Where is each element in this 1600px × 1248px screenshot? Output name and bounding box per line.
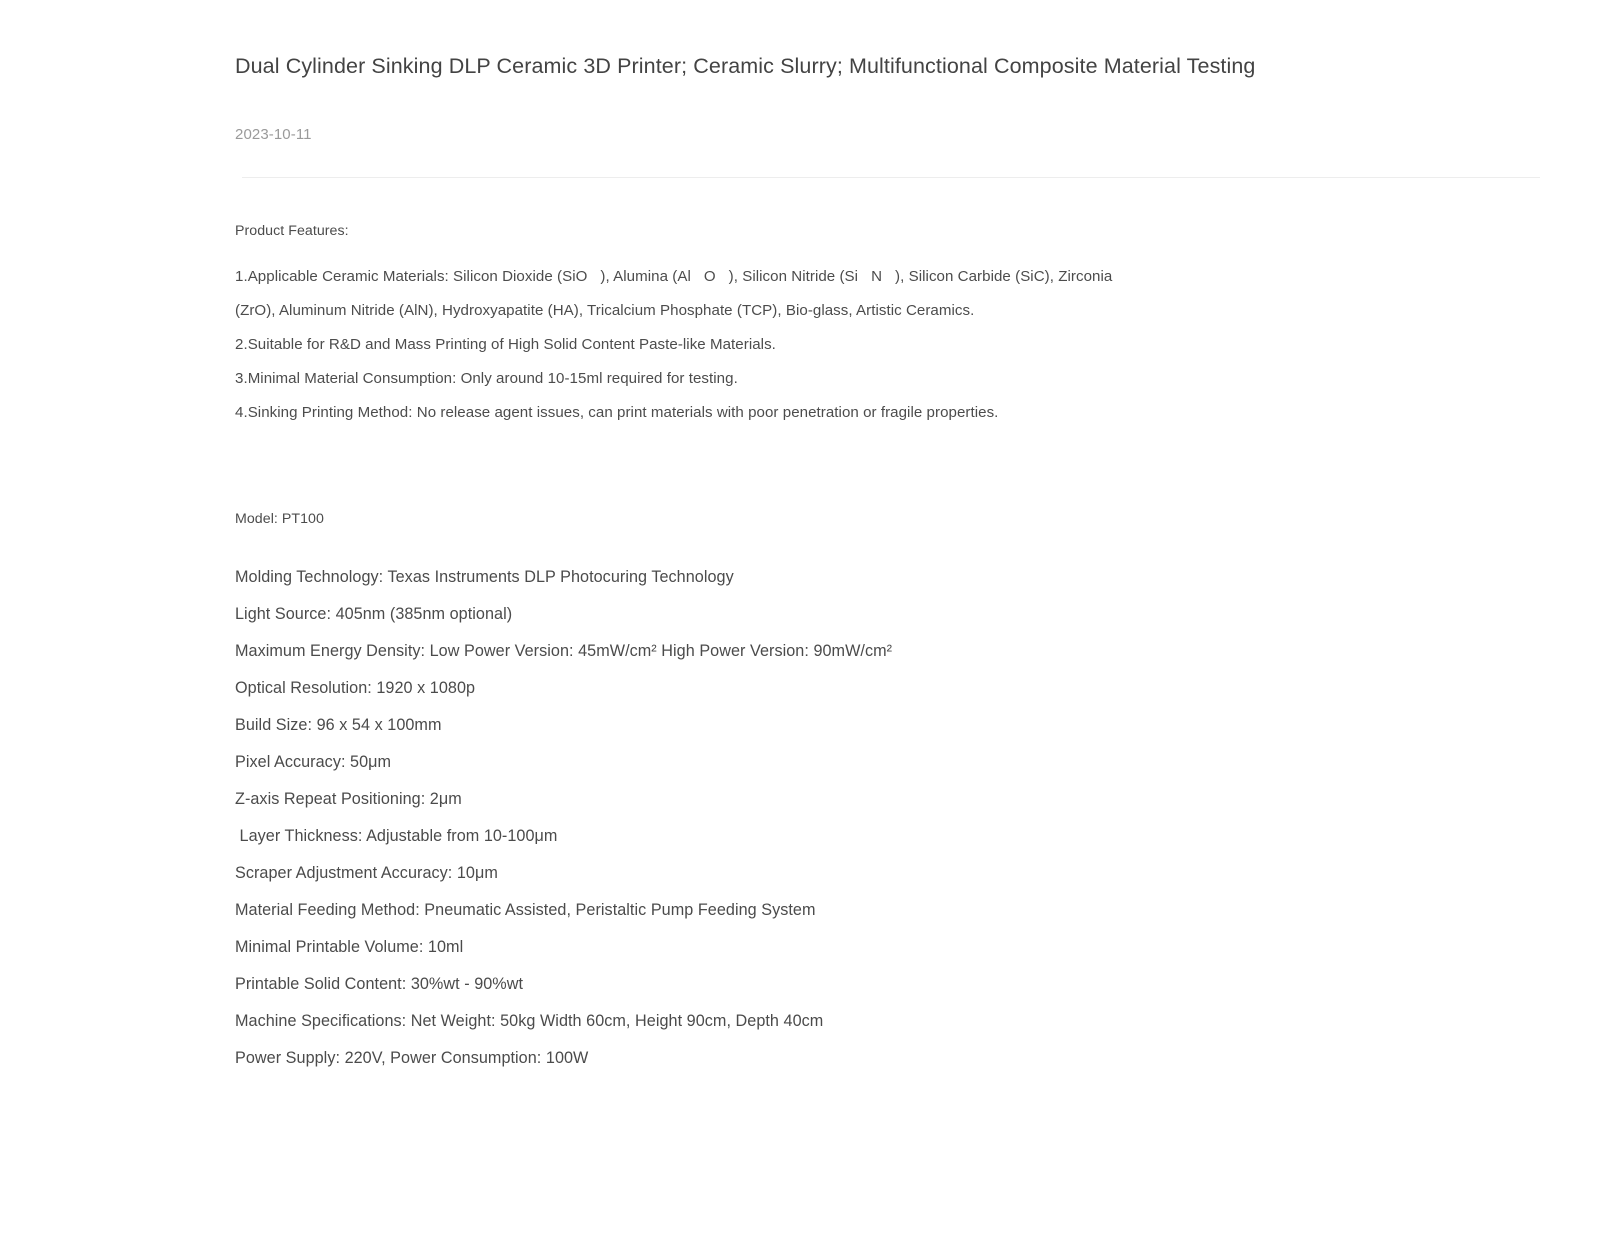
spec-item: Power Supply: 220V, Power Consumption: 100W xyxy=(235,1049,589,1067)
feature-text-part: ), Alumina (Al xyxy=(600,268,691,285)
header-divider xyxy=(242,177,1540,178)
publish-date: 2023-10-11 xyxy=(235,126,312,143)
feature-text-part: ), Silicon Nitride (Si xyxy=(728,268,859,285)
product-features-heading: Product Features: xyxy=(235,223,349,239)
document-header xyxy=(235,0,1540,145)
feature-item: 3.Minimal Material Consumption: Only around 10-15ml required for testing. xyxy=(235,370,738,387)
feature-item: 4.Sinking Printing Method: No release agent issues, can print materials with poor penetration or fragile properties. xyxy=(235,404,999,421)
feature-text-part: O xyxy=(703,268,716,285)
feature-item: 2.Suitable for R&D and Mass Printing of High Solid Content Paste-like Materials. xyxy=(235,336,776,353)
specifications-list xyxy=(235,529,1555,1077)
spec-item: Scraper Adjustment Accuracy: 10μm xyxy=(235,864,498,882)
page-title: Dual Cylinder Sinking DLP Ceramic 3D Printer; Ceramic Slurry; Multifunctional Composite Material Testing xyxy=(235,54,1256,78)
spec-item: Printable Solid Content: 30%wt - 90%wt xyxy=(235,975,524,993)
model-label: Model: PT100 xyxy=(235,511,324,527)
spec-item: Build Size: 96 x 54 x 100mm xyxy=(235,716,442,734)
spec-item: Minimal Printable Volume: 10ml xyxy=(235,938,464,956)
spec-item: Maximum Energy Density: Low Power Version: 45mW/cm² High Power Version: 90mW/cm² xyxy=(235,642,893,660)
spec-item: Pixel Accuracy: 50μm xyxy=(235,753,392,771)
feature-text-part: 1.Applicable Ceramic Materials: Silicon Dioxide (SiO xyxy=(235,268,588,285)
feature-text-part: N xyxy=(871,268,883,285)
spec-item: Material Feeding Method: Pneumatic Assisted, Peristaltic Pump Feeding System xyxy=(235,901,816,919)
product-features-list xyxy=(235,241,1555,430)
feature-item xyxy=(235,241,1115,328)
spec-item: Z-axis Repeat Positioning: 2μm xyxy=(235,790,462,808)
spec-item: Optical Resolution: 1920 x 1080p xyxy=(235,679,476,697)
feature-text-part: ), Silicon Carbide (SiC), Zirconia (ZrO), Aluminum Nitride (AlN), Hydroxyapatite (HA), Tricalcium Phosphate (TCP), Bio-glass, Artistic Ceramics. xyxy=(235,268,1113,319)
spec-item: Molding Technology: Texas Instruments DLP Photocuring Technology xyxy=(235,568,734,586)
spec-item: Light Source: 405nm (385nm optional) xyxy=(235,605,513,623)
spec-item: Layer Thickness: Adjustable from 10-100μm xyxy=(235,827,558,845)
document-body xyxy=(235,203,1555,1077)
spec-item: Machine Specifications: Net Weight: 50kg Width 60cm, Height 90cm, Depth 40cm xyxy=(235,1012,824,1030)
